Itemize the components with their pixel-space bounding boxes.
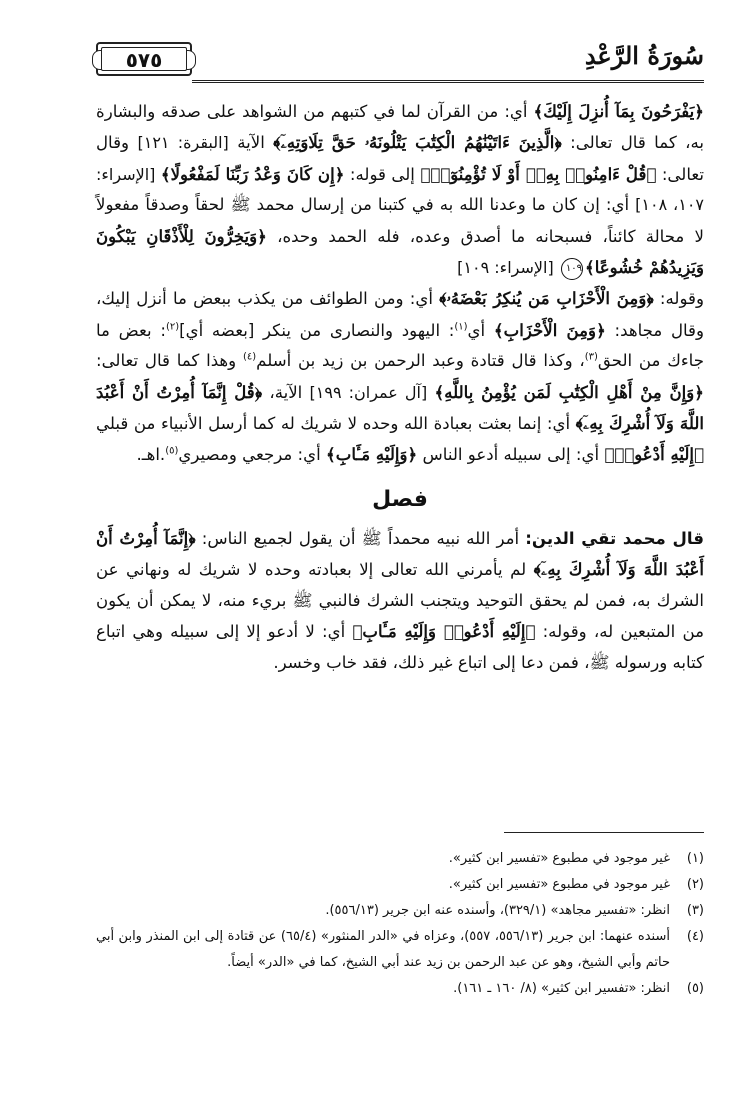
footnote-text: أسنده عنهما: ابن جرير (٥٥٦/١٣، ٥٥٧)، وعزاه في «الدر المنثور» (٦٥/٤) عن قتادة إلى ابن المنذر وابن أبي حاتم وأبي الشيخ، وهو عن عبد الرحمن بن زيد عند أبي الشيخ، كما في «الدر» أيضاً. xyxy=(96,929,670,970)
quran-quote: ﴿قُلْ إِنَّمَآ أُمِرْتُ أَنْ أَعْبُدَ اللَّهَ وَلَآ أُشْرِكَ بِهِۦٓ﴾ xyxy=(96,381,704,434)
text-run xyxy=(554,258,559,277)
footnote-item xyxy=(96,976,704,1002)
quran-quote: ﴿إِنَّمَآ أُمِرْتُ أَنْ أَعْبُدَ اللَّهَ وَلَآ أُشْرِكَ بِهِۦٓ﴾ xyxy=(96,527,704,580)
main-text xyxy=(96,96,704,678)
text-run: أي: إن كان ما وعدنا الله به في كتبنا من إرسال محمد ﷺ لحقاً وصدقاً مفعولاً لا محالة كائناً، فسبحانه ما أصدق وعده، فله الحمد وحده، xyxy=(96,195,704,246)
quran-quote: ﴿إِن كَانَ وَعْدُ رَبِّنَا لَمَفْعُولًا﴾ xyxy=(160,163,345,184)
text-run: : بعض ما جاءك من الحق xyxy=(96,320,704,371)
text-run: أي: من القرآن لما في كتبهم من الشواهد على صدقه والبشارة به، كما قال تعالى: xyxy=(96,102,705,153)
text-run: أي: ومن الطوائف من يكذب ببعض ما أنزل إليك، وقال مجاهد: xyxy=(96,289,704,340)
verse-reference: [آل عمران: ١٩٩] xyxy=(309,382,428,402)
ayah-number-marker: ١٠٩ xyxy=(561,258,583,280)
text-run: ، وكذا قال قتادة وعبد الرحمن بن زيد بن أسلم xyxy=(256,351,585,371)
text-run: وهذا كما قال تعالى: xyxy=(96,351,243,371)
text-run: وقوله: xyxy=(653,289,704,309)
footnote-item xyxy=(96,924,704,976)
quran-quote: ﴿الَّذِينَ ءَاتَيْنَٰهُمُ الْكِتَٰبَ يَتْلُونَهُۥ حَقَّ تِلَاوَتِهِۦٓ﴾ xyxy=(273,132,562,153)
text-run: أي: لا أدعو إلا إلى سبيله وهي اتباع كتابه ورسوله ﷺ، فمن دعا إلى اتباع غير ذلك، فقد خاب وخسر. xyxy=(96,622,704,672)
paragraph-1 xyxy=(96,96,704,283)
footnote-text: انظر: «تفسير مجاهد» (٣٢٩/١)، وأسنده عنه ابن جرير (٥٥٦/١٣). xyxy=(325,903,670,918)
page-number: ٥٧٥ xyxy=(125,48,163,72)
quran-quote: ﴿وَيَخِرُّونَ لِلْأَذْقَانِ يَبْكُونَ وَيَزِيدُهُمْ خُشُوعًا﴾ xyxy=(96,225,704,278)
quran-quote: ﴿قُلْ ءَامِنُوا۟ بِهِۦٓ أَوْ لَا تُؤْمِنُوٓا۟﴾ xyxy=(420,163,657,184)
verse-reference: [الإسراء: ١٠٩] xyxy=(457,258,554,278)
text-run: أي: مرجعي ومصيري xyxy=(178,445,326,465)
footnote-marker: (٥) xyxy=(165,445,179,457)
footnote-marker: (٢) xyxy=(165,321,180,333)
quran-quote: ﴿وَإِلَيْهِ مَـَٔابِ﴾ xyxy=(326,444,418,465)
verse-reference: [الإسراء: ١٠٧، ١٠٨] xyxy=(96,164,705,215)
footnote-item xyxy=(96,872,704,898)
page-header xyxy=(96,38,704,86)
quran-quote: ﴿إِلَيْهِ أَدْعُوا۟ وَإِلَيْهِ مَـَٔابِ﴾ xyxy=(352,621,536,642)
text-run: : اليهود والنصارى من ينكر [بعضه أي] xyxy=(179,320,455,340)
text-run: أي xyxy=(467,320,494,340)
section-heading: فصل xyxy=(372,486,428,512)
text-run: وقال تعالى: xyxy=(96,133,704,184)
surah-title: سُورَةُ الرَّعْدِ xyxy=(584,41,704,70)
footnote-text: غير موجود في مطبوع «تفسير ابن كثير». xyxy=(448,877,670,892)
text-run: لم يأمرني الله تعالى إلا بعبادته وحده لا شريك له ونهاني عن الشرك به، فمن لم يحقق التوحيد ويتجنب الشرك فالنبي ﷺ بريء منه، لا يمكن أن يكون من المتبعين له، وقوله: xyxy=(96,560,704,642)
text-run: الآية xyxy=(228,133,274,153)
quran-quote: ﴿يَفْرَحُونَ بِمَآ أُنزِلَ إِلَيْكَ﴾ xyxy=(533,101,705,121)
footnote-text: انظر: «تفسير ابن كثير» (٨/ ١٦٠ ـ ١٦١). xyxy=(453,981,670,996)
footnote-marker: (٣) xyxy=(584,351,598,363)
paragraph-2 xyxy=(96,283,704,470)
text-run: .اهـ. xyxy=(136,445,166,465)
text-run: أي: إنما بعثت بعبادة الله وحده لا شريك له كما أرسل الأنبياء من قبلي xyxy=(96,414,576,434)
footnote-number: (٥) xyxy=(686,981,704,996)
text-run: أي: إلى سبيله أدعو الناس xyxy=(417,445,605,465)
footnote-item xyxy=(96,846,704,872)
text-run: الآية، xyxy=(262,382,310,402)
page-number-badge xyxy=(96,42,192,76)
quran-quote: ﴿وَمِنَ الْأَحْزَابِ﴾ xyxy=(493,319,606,340)
footnote-marker: (١) xyxy=(454,321,468,333)
header-divider xyxy=(192,80,704,83)
text-run: إلى قوله: xyxy=(344,164,421,184)
paragraph-3 xyxy=(96,523,704,678)
footnote-marker: (٤) xyxy=(242,351,257,363)
text-run xyxy=(427,383,434,402)
footnotes xyxy=(96,846,704,1002)
quran-quote: ﴿وَإِنَّ مِنْ أَهْلِ الْكِتَٰبِ لَمَن يُؤْمِنُ بِاللَّهِ﴾ xyxy=(434,381,705,402)
footnote-number: (٤) xyxy=(686,929,704,944)
footnote-divider xyxy=(504,832,704,833)
verse-reference: [البقرة: ١٢١] xyxy=(137,133,229,153)
quran-quote: ﴿وَمِنَ الْأَحْزَابِ مَن يُنكِرُ بَعْضَهُۥ﴾ xyxy=(439,288,654,309)
speaker-label: قال محمد تقي الدين: xyxy=(525,528,704,548)
footnote-number: (٣) xyxy=(686,903,704,918)
footnote-item xyxy=(96,898,704,924)
footnote-number: (١) xyxy=(686,851,704,866)
text-run: أمر الله نبيه محمداً ﷺ أن يقول لجميع الناس: xyxy=(195,528,526,548)
quran-quote: ﴿إِلَيْهِ أَدْعُوا۟﴾ xyxy=(604,444,704,465)
footnote-number: (٢) xyxy=(686,877,704,892)
footnote-text: غير موجود في مطبوع «تفسير ابن كثير». xyxy=(448,851,670,866)
